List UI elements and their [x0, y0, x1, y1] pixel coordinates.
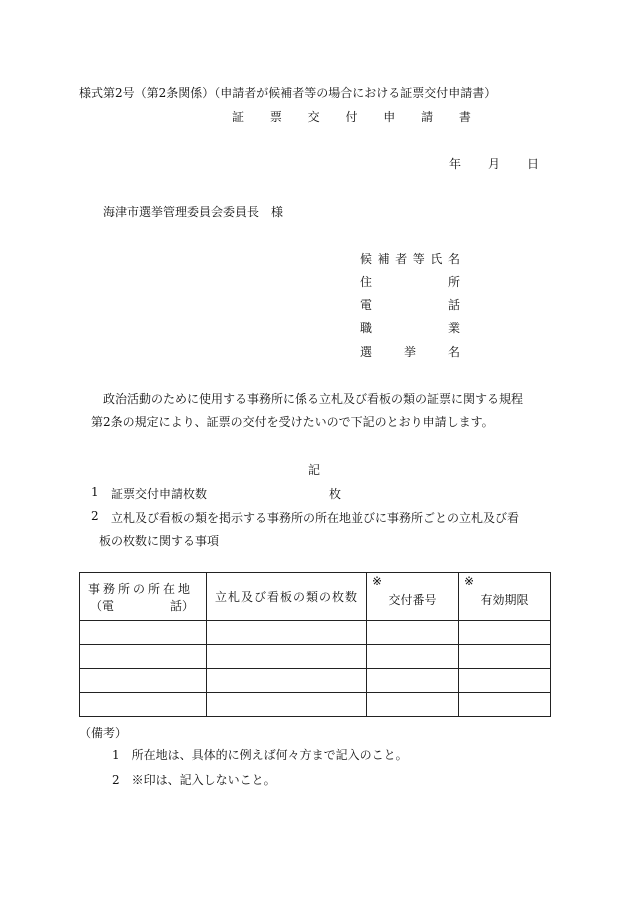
table-cell [459, 645, 551, 669]
table-cell [207, 645, 367, 669]
item2-line1: 立札及び看板の類を掲示する事務所の所在地並びに事務所ごとの立札及び看 [111, 511, 520, 525]
field-election-name: 選 挙 名 [360, 345, 460, 359]
table-cell [367, 621, 459, 645]
header-expiry: ※ 有効期限 [459, 573, 551, 621]
table-row [80, 669, 551, 693]
asterisk-mark: ※ [464, 574, 475, 588]
date-day: 日 [527, 157, 540, 171]
ki-heading: 記 [308, 463, 321, 477]
table-row [80, 693, 551, 717]
field-candidate-name: 候 補 者 等 氏 名 [360, 252, 460, 266]
table-header-row [80, 573, 551, 621]
notes-heading: （備考） [79, 726, 128, 740]
table-row [80, 645, 551, 669]
field-phone: 電 話 [360, 298, 460, 312]
date-year: 年 [449, 157, 462, 171]
table-cell [459, 621, 551, 645]
table-cell [367, 693, 459, 717]
date-month: 月 [488, 157, 501, 171]
header-sign-count: 立札及び看板の類の枚数 [207, 573, 367, 621]
header-office-location: 事務所の所在地 （電 話） [80, 573, 207, 621]
item2-line2: 板の枚数に関する事項 [99, 534, 220, 548]
table-cell [207, 621, 367, 645]
office-table [79, 572, 551, 717]
body-text-line2: 第2条の規定により、証票の交付を受けたいので下記のとおり申請します。 [91, 415, 494, 429]
table-cell [459, 693, 551, 717]
form-label: 様式第2号（第2条関係）（申請者が候補者等の場合における証票交付申請書） [79, 86, 497, 100]
addressee: 海津市選挙管理委員会委員長 様 [103, 205, 284, 219]
document-title: 証 票 交 付 申 請 書 [232, 110, 477, 124]
table-cell [80, 645, 207, 669]
table-cell [207, 669, 367, 693]
table-cell [367, 669, 459, 693]
note-1: 1 所在地は、具体的に例えば何々方まで記入のこと。 [112, 748, 408, 762]
item2-number: 2 [91, 509, 99, 523]
table-cell [459, 669, 551, 693]
field-occupation: 職 業 [360, 321, 460, 335]
header-issue-number: ※ 交付番号 [367, 573, 459, 621]
table-cell [80, 621, 207, 645]
table-row [80, 621, 551, 645]
field-address: 住 所 [360, 275, 460, 289]
asterisk-mark: ※ [372, 574, 383, 588]
table-cell [80, 669, 207, 693]
table-cell [207, 693, 367, 717]
item1-unit: 枚 [329, 487, 342, 501]
table-cell [80, 693, 207, 717]
item1-number: 1 [91, 485, 99, 499]
note-2: 2 ※印は、記入しないこと。 [112, 773, 276, 787]
table-cell [367, 645, 459, 669]
item1-label: 証票交付申請枚数 [111, 487, 208, 501]
body-text-line1: 政治活動のために使用する事務所に係る立札及び看板の類の証票に関する規程 [103, 392, 524, 406]
